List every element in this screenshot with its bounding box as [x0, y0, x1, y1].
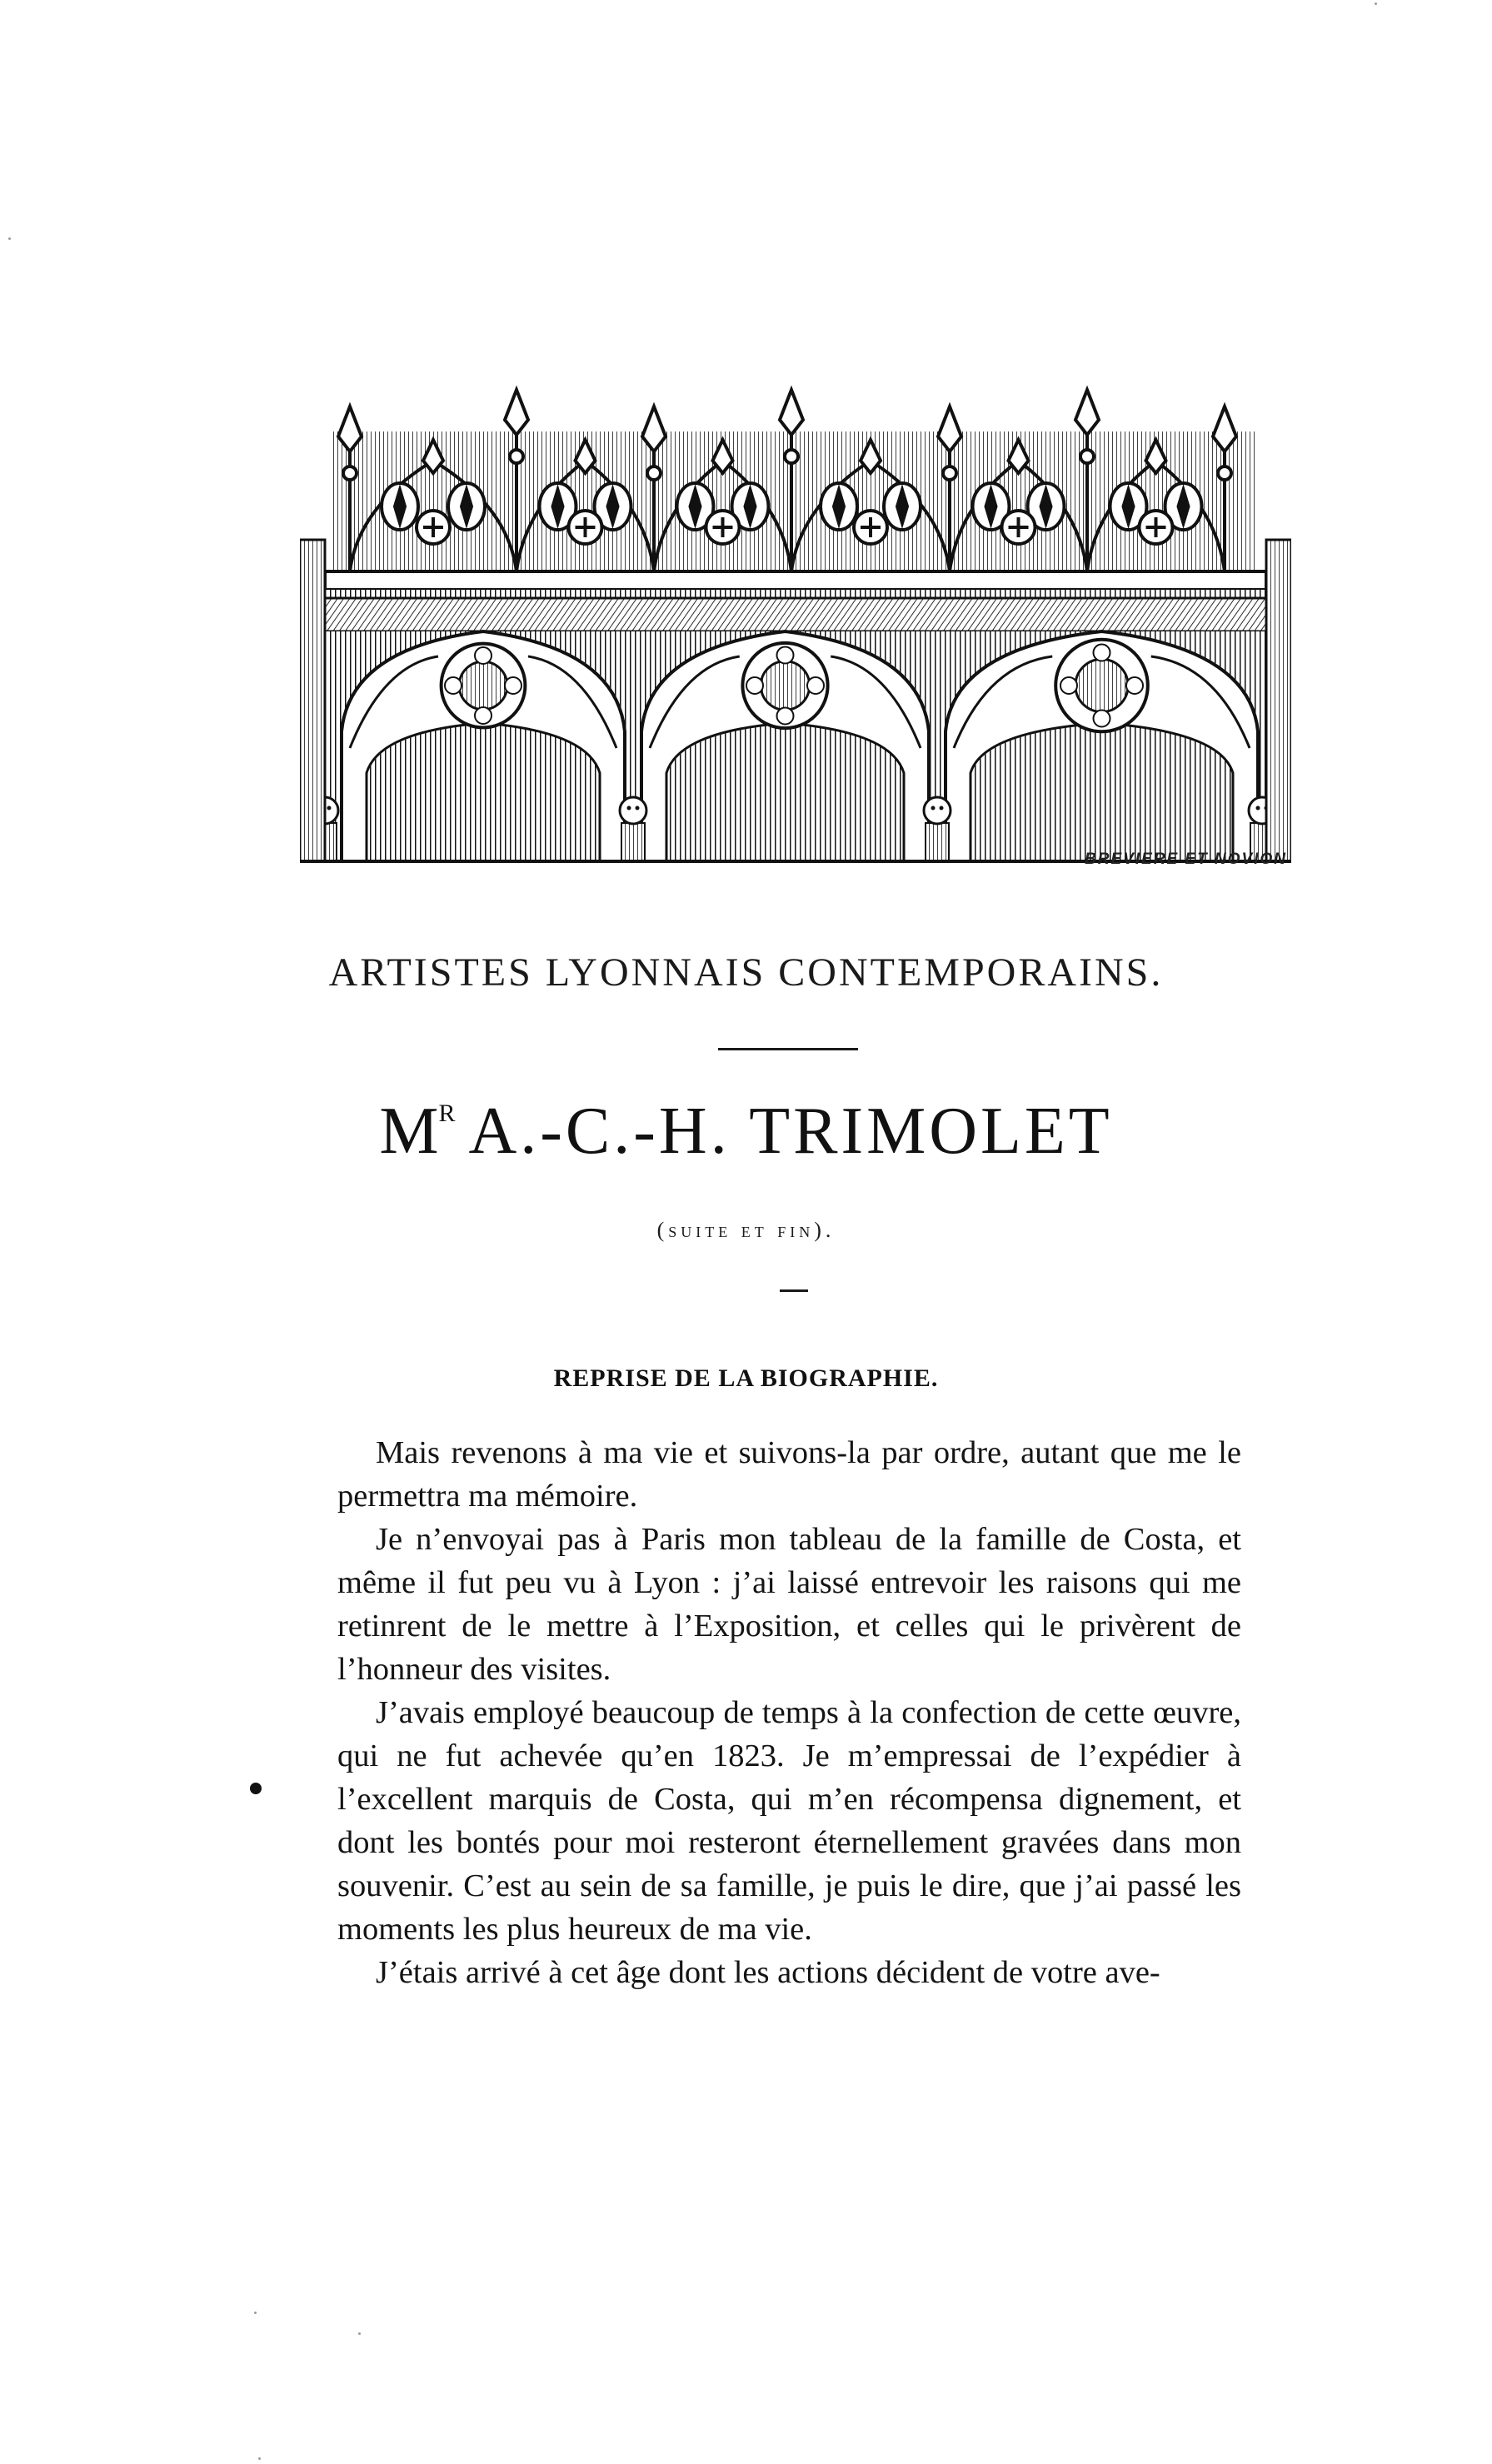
gothic-choir-stall-engraving: [300, 382, 1291, 863]
engraver-credit: BREVIERE ET NOVION: [1085, 850, 1287, 868]
title-prefix: M: [379, 1095, 439, 1168]
subtitle: (suite et fin).: [656, 1218, 836, 1242]
paragraph: Je n’envoyai pas à Paris mon tableau de la famille de Costa, et même il fut peu vu à Lyon : j’ai laissé entrevoir les raisons qui me retinrent de le mettre à l’Exposition, et celles qui le privèrent de l’honneur des visites.: [337, 1522, 1241, 1687]
paper-speck: [358, 2332, 361, 2335]
paper-speck: [8, 237, 11, 240]
section-heading: REPRISE DE LA BIOGRAPHIE.: [553, 1364, 939, 1392]
title-name: A.-C.-H. TRIMOLET: [468, 1095, 1113, 1168]
paragraph: J’avais employé beaucoup de temps à la confection de cette œuvre, qui ne fut achevée qu’en 1823. Je m’empressai de l’expédier à l’excellent marquis de Costa, qui m’en récompensa dignement, et dont les bontés pour moi resteront éternellement gravées dans mon souvenir. C’est au sein de sa famille, je puis le dire, que j’ai passé les moments les plus heureux de ma vie.: [337, 1695, 1241, 1947]
subtitle-divider: [780, 1289, 808, 1292]
paragraph: J’étais arrivé à cet âge dont les actions décident de votre ave-: [376, 1955, 1160, 1990]
paper-speck: [254, 2312, 257, 2314]
body-text: [337, 1431, 1241, 1994]
paper-speck: [258, 2457, 261, 2460]
paragraph: Mais revenons à ma vie et suivons-la par ordre, autant que me le permettra ma mémoire.: [337, 1435, 1241, 1514]
ink-spot: [250, 1783, 262, 1794]
paper-speck: [1375, 2, 1377, 5]
title-divider: [718, 1048, 858, 1050]
page-title: [0, 1094, 1492, 1170]
series-title: ARTISTES LYONNAIS CONTEMPORAINS.: [328, 950, 1164, 995]
title-prefix-superscript: R: [438, 1100, 456, 1127]
